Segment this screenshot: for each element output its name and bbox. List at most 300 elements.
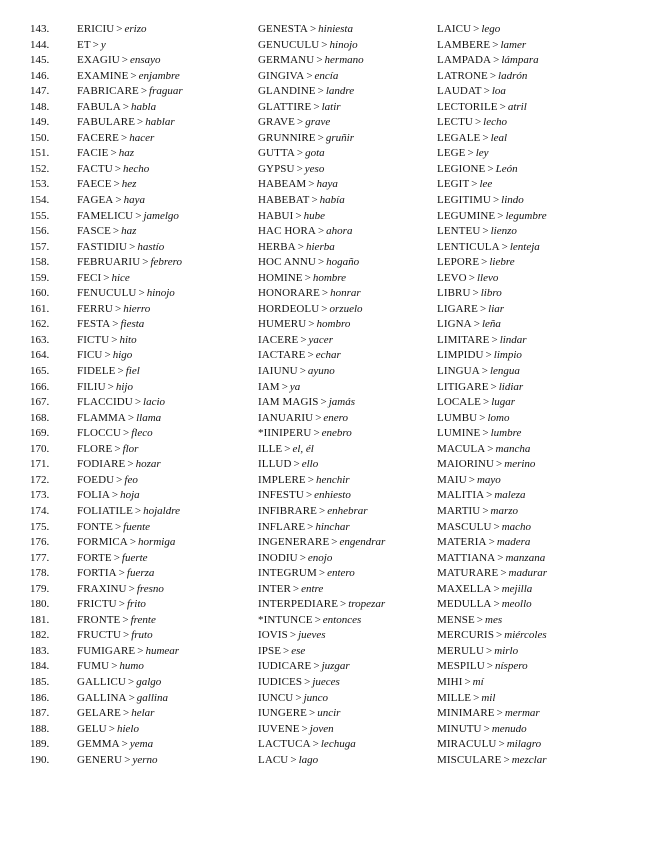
derivation-arrow: > [315, 411, 322, 424]
derivation-arrow: > [483, 722, 490, 735]
entry-row [258, 22, 438, 38]
spanish-word: marzo [490, 504, 519, 517]
derivation-arrow: > [296, 162, 303, 175]
latin-word: MAIU [437, 473, 467, 486]
spanish-word: echar [315, 349, 341, 362]
entry-row [258, 146, 438, 162]
latin-word: IACERE [258, 333, 299, 346]
entry-number: 158. [30, 256, 50, 269]
derivation-arrow: > [481, 256, 488, 269]
latin-word: ET [77, 38, 91, 51]
spanish-word: lacio [143, 396, 166, 409]
derivation-arrow: > [103, 271, 110, 284]
derivation-arrow: > [503, 753, 510, 766]
spanish-word: habla [131, 100, 157, 113]
entry-row [437, 348, 647, 364]
entry-row [437, 333, 647, 349]
latin-word: FOEDU [77, 473, 115, 486]
derivation-arrow: > [292, 582, 300, 595]
entry-number: 183. [30, 644, 50, 657]
entry-row [258, 364, 438, 380]
entry-row [258, 395, 438, 411]
spanish-word: madurar [508, 567, 548, 580]
derivation-arrow: > [313, 427, 320, 440]
entry-number: 145. [30, 54, 50, 67]
entry-row [30, 753, 250, 769]
derivation-arrow: > [122, 707, 130, 720]
spanish-word: fiel [125, 365, 140, 378]
latin-word: FABULARE [77, 116, 136, 129]
latin-word: FILIU [77, 380, 106, 393]
spanish-word: libro [480, 287, 502, 300]
latin-word: MEDULLA [437, 598, 492, 611]
latin-word: MIRACULU [437, 738, 497, 751]
derivation-arrow: > [137, 116, 144, 129]
latin-word: IAM MAGIS [258, 396, 319, 409]
entry-number: 174. [30, 504, 50, 517]
derivation-arrow: > [499, 100, 506, 113]
entry-number: 154. [30, 194, 50, 207]
entry-number: 171. [30, 458, 50, 471]
spanish-word: hermano [324, 54, 364, 67]
derivation-arrow: > [127, 675, 135, 688]
spanish-word: yema [129, 738, 154, 751]
latin-word: GLATTIRE [258, 100, 312, 113]
entry-number: 180. [30, 598, 50, 611]
entry-row [258, 333, 438, 349]
entry-row [437, 535, 647, 551]
entry-row [258, 535, 438, 551]
spanish-word: feo [124, 473, 138, 486]
entry-row [30, 317, 250, 333]
spanish-word: haya [123, 194, 145, 207]
entry-row [30, 286, 250, 302]
latin-word: LUMINE [437, 427, 481, 440]
entry-number: 153. [30, 178, 50, 191]
entry-number: 188. [30, 722, 50, 735]
latin-word: FOLIATILE [77, 504, 133, 517]
latin-word: GYPSU [258, 162, 295, 175]
spanish-word: enhiesto [314, 489, 351, 502]
spanish-word: mes [485, 613, 503, 626]
derivation-arrow: > [114, 520, 122, 533]
spanish-word: lindo [501, 194, 524, 207]
entry-row [437, 22, 647, 38]
derivation-arrow: > [491, 333, 498, 346]
latin-word: FENUCULU [77, 287, 137, 300]
spanish-word: lindar [499, 333, 527, 346]
spanish-word: lego [481, 23, 501, 35]
spanish-word: hube [303, 209, 325, 222]
derivation-arrow: > [134, 504, 142, 517]
latin-word: HONORARE [258, 287, 320, 300]
latin-word: LACU [258, 753, 289, 766]
spanish-word: tropezar [348, 598, 386, 611]
derivation-arrow: > [496, 629, 503, 642]
derivation-arrow: > [488, 536, 495, 549]
entry-row [258, 659, 438, 675]
entry-row [258, 317, 438, 333]
spanish-word: grave [305, 116, 331, 129]
latin-word: MACULA [437, 442, 486, 455]
spanish-word: lumbre [490, 427, 522, 440]
entry-row [258, 271, 438, 287]
latin-word: LEGITIMU [437, 194, 491, 207]
derivation-arrow: > [135, 209, 142, 222]
entry-row [30, 255, 250, 271]
latin-word: FRAXINU [77, 582, 127, 595]
latin-word: FORTIA [77, 567, 117, 580]
entry-number: 147. [30, 85, 50, 98]
latin-word: LITIGARE [437, 380, 489, 393]
derivation-arrow: > [281, 380, 288, 393]
spanish-word: higo [112, 349, 133, 362]
entry-row [258, 100, 438, 116]
latin-word: IAM [258, 380, 280, 393]
latin-word: LEGALE [437, 131, 481, 144]
entry-row [437, 551, 647, 567]
entry-row [258, 38, 438, 54]
derivation-arrow: > [299, 551, 306, 564]
derivation-arrow: > [122, 100, 130, 113]
latin-word: MATURARE [437, 567, 499, 580]
derivation-arrow: > [471, 178, 478, 191]
derivation-arrow: > [496, 707, 503, 720]
spanish-word: helar [131, 707, 155, 720]
spanish-word: hierba [306, 240, 335, 253]
entry-row [258, 255, 438, 271]
derivation-arrow: > [140, 85, 148, 98]
spanish-word: yacer [308, 333, 333, 346]
derivation-arrow: > [309, 23, 317, 35]
entry-row [437, 411, 647, 427]
spanish-word: ley [475, 147, 489, 160]
latin-word: FAECE [77, 178, 112, 191]
latin-word: LENTEU [437, 225, 481, 238]
derivation-arrow: > [296, 116, 304, 129]
spanish-word: entre [301, 582, 324, 595]
derivation-arrow: > [127, 458, 134, 471]
derivation-arrow: > [317, 225, 325, 238]
derivation-arrow: > [304, 271, 311, 284]
latin-word: MILLE [437, 691, 472, 704]
entry-row [258, 84, 438, 100]
derivation-arrow: > [468, 473, 475, 486]
spanish-word: lengua [489, 365, 520, 378]
spanish-word: orzuelo [329, 302, 363, 315]
latin-word: FLAMMA [77, 411, 126, 424]
latin-word: ILLUD [258, 458, 292, 471]
entry-row [437, 597, 647, 613]
entry-number: 167. [30, 396, 50, 409]
entry-row [258, 193, 438, 209]
entry-row [30, 628, 250, 644]
latin-word: LATRONE [437, 69, 488, 82]
spanish-word: entero [327, 567, 355, 580]
derivation-arrow: > [127, 411, 135, 424]
derivation-arrow: > [482, 504, 489, 517]
derivation-arrow: > [130, 69, 137, 82]
derivation-arrow: > [283, 644, 290, 657]
derivation-arrow: > [113, 551, 120, 564]
latin-word: MESPILU [437, 660, 485, 673]
derivation-arrow: > [304, 675, 311, 688]
latin-word: MALITIA [437, 489, 485, 502]
latin-word: *IINIPERU [258, 427, 312, 440]
spanish-word: fraguar [149, 85, 183, 98]
entry-row [437, 380, 647, 396]
entry-row [30, 535, 250, 551]
entry-row [258, 177, 438, 193]
derivation-arrow: > [92, 38, 99, 51]
derivation-arrow: > [472, 287, 479, 300]
entry-row [437, 722, 647, 738]
entry-row [30, 333, 250, 349]
etymology-column-2 [258, 22, 438, 768]
derivation-arrow: > [104, 349, 111, 362]
derivation-arrow: > [489, 69, 497, 82]
spanish-word: miércoles [504, 629, 547, 642]
latin-word: GRUNNIRE [258, 131, 316, 144]
derivation-arrow: > [485, 349, 492, 362]
entry-row [30, 582, 250, 598]
derivation-arrow: > [307, 473, 314, 486]
entry-number: 164. [30, 349, 50, 362]
latin-word: MAXELLA [437, 582, 492, 595]
spanish-word: milagro [506, 738, 542, 751]
entry-row [437, 146, 647, 162]
latin-word: LEGIT [437, 178, 470, 191]
latin-word: GERMANU [258, 54, 315, 67]
entry-row [437, 488, 647, 504]
latin-word: FLORE [77, 442, 113, 455]
latin-word: LEPORE [437, 256, 480, 269]
entry-number: 185. [30, 675, 50, 688]
entry-number: 166. [30, 380, 50, 393]
derivation-arrow: > [295, 691, 302, 704]
spanish-word: juzgar [321, 660, 350, 673]
spanish-word: ahora [326, 225, 353, 238]
latin-word: LIGNA [437, 318, 472, 331]
spanish-word: honrar [330, 287, 361, 300]
spanish-word: ello [301, 458, 319, 471]
latin-word: GELU [77, 722, 107, 735]
latin-word: HERBA [258, 240, 296, 253]
entry-row [258, 69, 438, 85]
entry-row [258, 411, 438, 427]
entry-row [30, 395, 250, 411]
latin-word: FERRU [77, 302, 113, 315]
entry-row [437, 177, 647, 193]
entry-number: 176. [30, 536, 50, 549]
derivation-arrow: > [340, 598, 347, 611]
derivation-arrow: > [293, 458, 300, 471]
latin-word: FRICTU [77, 598, 117, 611]
spanish-word: mejilla [501, 582, 533, 595]
entry-row [437, 737, 647, 753]
derivation-arrow: > [320, 396, 327, 409]
entry-row [437, 84, 647, 100]
entry-row [30, 722, 250, 738]
derivation-arrow: > [482, 427, 489, 440]
spanish-word: joven [309, 722, 334, 735]
spanish-word: leña [481, 318, 501, 331]
derivation-arrow: > [128, 582, 135, 595]
derivation-arrow: > [290, 753, 297, 766]
derivation-arrow: > [289, 629, 297, 642]
spanish-word: enero [323, 411, 349, 424]
derivation-arrow: > [118, 567, 125, 580]
derivation-arrow: > [299, 365, 306, 378]
entry-row [258, 224, 438, 240]
spanish-word: merino [504, 458, 536, 471]
latin-word: EXAGIU [77, 54, 120, 67]
derivation-arrow: > [120, 131, 128, 144]
latin-word: FICU [77, 349, 103, 362]
derivation-arrow: > [314, 613, 321, 626]
spanish-word: hacer [129, 131, 155, 144]
derivation-arrow: > [107, 380, 114, 393]
latin-word: FABRICARE [77, 85, 139, 98]
latin-word: LEGIONE [437, 162, 486, 175]
entry-row [437, 209, 647, 225]
derivation-arrow: > [116, 473, 123, 486]
spanish-word: hojaldre [143, 504, 180, 517]
etymology-column-1 [30, 22, 250, 768]
derivation-arrow: > [305, 489, 313, 502]
latin-word: LIBRU [437, 287, 471, 300]
derivation-arrow: > [331, 536, 338, 549]
latin-word: MATERIA [437, 536, 487, 549]
derivation-arrow: > [497, 209, 504, 222]
entry-row [30, 38, 250, 54]
spanish-word: meollo [501, 598, 532, 611]
spanish-word: frito [126, 598, 146, 611]
latin-word: FASCE [77, 225, 111, 238]
spanish-word: jamelgo [143, 209, 179, 222]
entry-row [437, 706, 647, 722]
latin-word: GENESTA [258, 23, 308, 35]
entry-row [437, 69, 647, 85]
derivation-arrow: > [467, 147, 474, 160]
spanish-word: lidiar [498, 380, 524, 393]
spanish-word: haz [121, 225, 137, 238]
derivation-arrow: > [112, 318, 119, 331]
derivation-arrow: > [481, 365, 488, 378]
derivation-arrow: > [124, 753, 131, 766]
entry-number: 186. [30, 691, 50, 704]
entry-row [30, 53, 250, 69]
entry-row [30, 271, 250, 287]
entry-row [258, 722, 438, 738]
entry-number: 169. [30, 427, 50, 440]
spanish-word: humo [119, 660, 144, 673]
spanish-word: febrero [150, 256, 183, 269]
latin-word: INTEGRUM [258, 567, 317, 580]
spanish-word: mirlo [494, 644, 519, 657]
entry-row [437, 286, 647, 302]
entry-row [437, 193, 647, 209]
latin-word: GRAVE [258, 116, 295, 129]
spanish-word: menudo [491, 722, 527, 735]
entry-row [437, 504, 647, 520]
derivation-arrow: > [116, 23, 123, 35]
entry-row [437, 613, 647, 629]
spanish-word: hiniesta [318, 23, 353, 35]
derivation-arrow: > [318, 567, 326, 580]
entry-row [437, 53, 647, 69]
derivation-arrow: > [497, 551, 504, 564]
entry-number: 170. [30, 442, 50, 455]
spanish-word: fiesta [120, 318, 145, 331]
latin-word: FAGEA [77, 194, 114, 207]
latin-word: GELARE [77, 707, 121, 720]
spanish-word: lee [479, 178, 493, 191]
entry-row [258, 53, 438, 69]
entry-row [30, 426, 250, 442]
latin-word: MIHI [437, 675, 463, 688]
derivation-arrow: > [142, 256, 149, 269]
latin-word: FACERE [77, 131, 119, 144]
derivation-arrow: > [110, 147, 117, 160]
latin-word: LIMPIDU [437, 349, 484, 362]
derivation-arrow: > [313, 660, 320, 673]
entry-row [437, 457, 647, 473]
derivation-arrow: > [308, 707, 316, 720]
spanish-word: mermar [504, 707, 540, 720]
latin-word: FACTU [77, 162, 113, 175]
latin-word: MINIMARE [437, 707, 495, 720]
derivation-arrow: > [111, 660, 118, 673]
spanish-word: lenteja [509, 240, 540, 253]
entry-number: 168. [30, 411, 50, 424]
latin-word: LECTU [437, 116, 473, 129]
latin-word: LIMITARE [437, 333, 490, 346]
latin-word: MASCULU [437, 520, 492, 533]
spanish-word: hombre [312, 271, 347, 284]
spanish-word: hice [111, 271, 130, 284]
entry-row [258, 597, 438, 613]
entry-number: 182. [30, 629, 50, 642]
derivation-arrow: > [111, 333, 118, 346]
derivation-arrow: > [121, 54, 128, 67]
latin-word: LAMBERE [437, 38, 491, 51]
spanish-word: liar [488, 302, 505, 315]
entry-row [30, 566, 250, 582]
spanish-word: fuerte [121, 551, 148, 564]
entry-row [437, 38, 647, 54]
latin-word: HOC ANNU [258, 256, 316, 269]
spanish-word: gruñir [325, 131, 354, 144]
latin-word: FAMELICU [77, 209, 134, 222]
spanish-word: leal [490, 131, 508, 144]
spanish-word: y [100, 38, 106, 51]
entry-row [437, 473, 647, 489]
latin-word: FRUCTU [77, 629, 121, 642]
latin-word: HABEBAT [258, 194, 310, 207]
spanish-word: flor [122, 442, 139, 455]
derivation-arrow: > [487, 162, 494, 175]
spanish-word: había [319, 194, 345, 207]
spanish-word: junco [303, 691, 329, 704]
entry-row [30, 162, 250, 178]
latin-word: FASTIDIU [77, 240, 128, 253]
latin-word: FODIARE [77, 458, 126, 471]
etymology-column-3 [437, 22, 647, 768]
spanish-word: haya [316, 178, 338, 191]
latin-word: LAICU [437, 23, 472, 35]
entry-number: 160. [30, 287, 50, 300]
